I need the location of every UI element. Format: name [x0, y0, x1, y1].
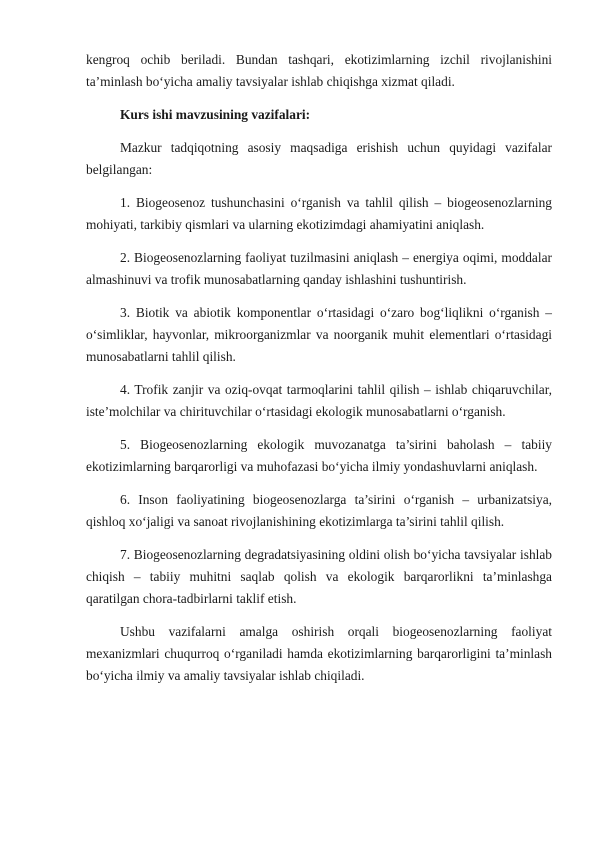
lead-paragraph: Mazkur tadqiqotning asosiy maqsadiga erishish uchun quyidagi vazifalar belgilangan: — [86, 140, 552, 177]
section-heading: Kurs ishi mavzusining vazifalari: — [120, 107, 311, 122]
task-item-3: 3. Biotik va abiotik komponentlar o‘rtasidagi o‘zaro bog‘liqlikni o‘rganish – o‘simliklar, hayvonlar, mikroorganizmlar va noorganik muhit elementlari o‘rtasidagi munosabatlarni tahlil qilish. — [86, 305, 552, 364]
task-item-7: 7. Biogeosenozlarning degradatsiyasining oldini olish bo‘yicha tavsiyalar ishlab chiqish – tabiiy muhitni saqlab qolish va ekologik barqarorlikni ta’minlashga qaratilgan chora-tadbirlarni taklif etish. — [86, 547, 552, 606]
intro-paragraph: kengroq ochib beriladi. Bundan tashqari, ekotizimlarning izchil rivojlanishini ta’minlash bo‘yicha amaliy tavsiyalar ishlab chiqishga xizmat qiladi. — [86, 52, 552, 89]
task-item-5: 5. Biogeosenozlarning ekologik muvozanatga ta’sirini baholash – tabiiy ekotizimlarning barqarorligi va muhofazasi bo‘yicha ilmiy yondashuvlarni aniqlash. — [86, 437, 552, 474]
task-item-2: 2. Biogeosenozlarning faoliyat tuzilmasini aniqlash – energiya oqimi, moddalar almashinuvi va trofik munosabatlarning qanday ishlashini tushuntirish. — [86, 250, 552, 287]
task-item-6: 6. Inson faoliyatining biogeosenozlarga ta’sirini o‘rganish – urbanizatsiya, qishloq xo‘jaligi va sanoat rivojlanishining ekotizimlarga ta’sirini tahlil qilish. — [86, 492, 552, 529]
conclusion-paragraph: Ushbu vazifalarni amalga oshirish orqali biogeosenozlarning faoliyat mexanizmlari chuqurroq o‘rganiladi hamda ekotizimlarning barqarorligini ta’minlash bo‘yicha ilmiy va amaliy tavsiyalar ishlab chiqiladi. — [86, 624, 552, 683]
task-item-4: 4. Trofik zanjir va oziq-ovqat tarmoqlarini tahlil qilish – ishlab chiqaruvchilar, iste’molchilar va chirituvchilar o‘rtasidagi ekologik munosabatlarni o‘rganish. — [86, 382, 552, 419]
document-page — [86, 49, 552, 698]
task-item-1: 1. Biogeosenoz tushunchasini o‘rganish va tahlil qilish – biogeosenozlarning mohiyati, tarkibiy qismlari va ularning ekotizimdagi ahamiyatini aniqlash. — [86, 195, 552, 232]
